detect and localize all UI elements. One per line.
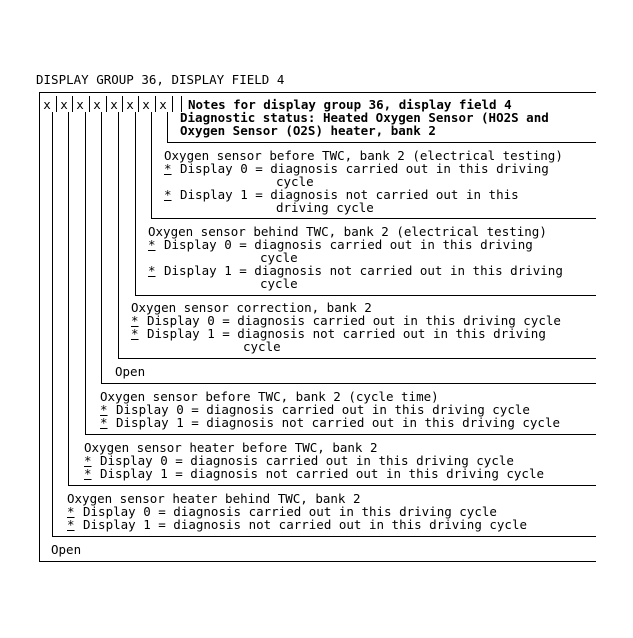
bit-1-display-0-cont: cycle [276, 174, 314, 189]
bit-3-display-1-cont: cycle [243, 339, 281, 354]
footnote-marker: * [131, 313, 139, 328]
bit-2-display-0: Display 0 = diagnosis carried out in this driving [164, 237, 533, 252]
bit-6-display-1: Display 1 = diagnosis not carried out in this driving cycle [100, 466, 545, 481]
diagram-title: DISPLAY GROUP 36, DISPLAY FIELD 4 [36, 72, 285, 87]
header-title: Notes for display group 36, display field 4 [188, 97, 512, 112]
bit-cell-8: x [159, 97, 167, 112]
bit-5-connector [85, 112, 86, 434]
footnote-marker: * [131, 326, 139, 341]
bit-6-title: Oxygen sensor heater before TWC, bank 2 [84, 440, 378, 455]
bit-1-display-0: Display 0 = diagnosis carried out in this driving [180, 161, 549, 176]
bit-cell-6: x [126, 97, 134, 112]
bit-5-display-0: Display 0 = diagnosis carried out in this driving cycle [116, 402, 530, 417]
footnote-marker: * [148, 263, 156, 278]
bit-4-connector [101, 112, 102, 383]
bit-3-display-0: Display 0 = diagnosis carried out in this driving cycle [147, 313, 561, 328]
bit-2-display-1: Display 1 = diagnosis not carried out in this driving [164, 263, 563, 278]
bit-8-title: Open [51, 542, 82, 557]
bit-7-display-0: Display 0 = diagnosis carried out in this driving cycle [83, 504, 497, 519]
footnote-marker: * [148, 237, 156, 252]
bit-2-display-1-cont: cycle [260, 276, 298, 291]
header-subtitle-cont: Oxygen Sensor (O2S) heater, bank 2 [180, 123, 436, 138]
bit-1-display-1: Display 1 = diagnosis not carried out in this [180, 187, 519, 202]
bit-cell-7: x [142, 97, 150, 112]
bit-7-connector [52, 112, 53, 536]
bit-2-title: Oxygen sensor behind TWC, bank 2 (electrical testing) [148, 224, 547, 239]
bit-cell-1: x [43, 97, 51, 112]
frame-top [39, 92, 596, 93]
bit-3-connector [118, 112, 119, 358]
footnote-marker: * [67, 504, 75, 519]
bit-2-display-0-cont: cycle [260, 250, 298, 265]
frame-bottom [39, 561, 596, 562]
frame-left [39, 92, 40, 562]
bit-4-title: Open [115, 364, 146, 379]
bit-cell-5: x [110, 97, 118, 112]
footnote-marker: * [84, 466, 92, 481]
footnote-marker: * [84, 453, 92, 468]
bit-7-display-1: Display 1 = diagnosis not carried out in this driving cycle [83, 517, 528, 532]
bit-cell-3: x [76, 97, 84, 112]
bit-2-connector [135, 112, 136, 295]
bit-1-display-1-cont: driving cycle [276, 200, 374, 215]
header-subtitle: Diagnostic status: Heated Oxygen Sensor (HO2S and [180, 110, 549, 125]
bit-7-title: Oxygen sensor heater behind TWC, bank 2 [67, 491, 361, 506]
bit-5-title: Oxygen sensor before TWC, bank 2 (cycle time) [100, 389, 439, 404]
bit-6-connector [68, 112, 69, 485]
bit-3-display-1: Display 1 = diagnosis not carried out in this driving [147, 326, 546, 341]
footnote-marker: * [164, 187, 172, 202]
bit-6-display-0: Display 0 = diagnosis carried out in this driving cycle [100, 453, 514, 468]
footnote-marker: * [164, 161, 172, 176]
bit-cell-4: x [93, 97, 101, 112]
bit-3-title: Oxygen sensor correction, bank 2 [131, 300, 372, 315]
bit-1-title: Oxygen sensor before TWC, bank 2 (electrical testing) [164, 148, 563, 163]
bit-cell-2: x [60, 97, 68, 112]
footnote-marker: * [100, 402, 108, 417]
footnote-marker: * [100, 415, 108, 430]
bit-1-connector [151, 112, 152, 218]
bit-5-display-1: Display 1 = diagnosis not carried out in this driving cycle [116, 415, 561, 430]
footnote-marker: * [67, 517, 75, 532]
